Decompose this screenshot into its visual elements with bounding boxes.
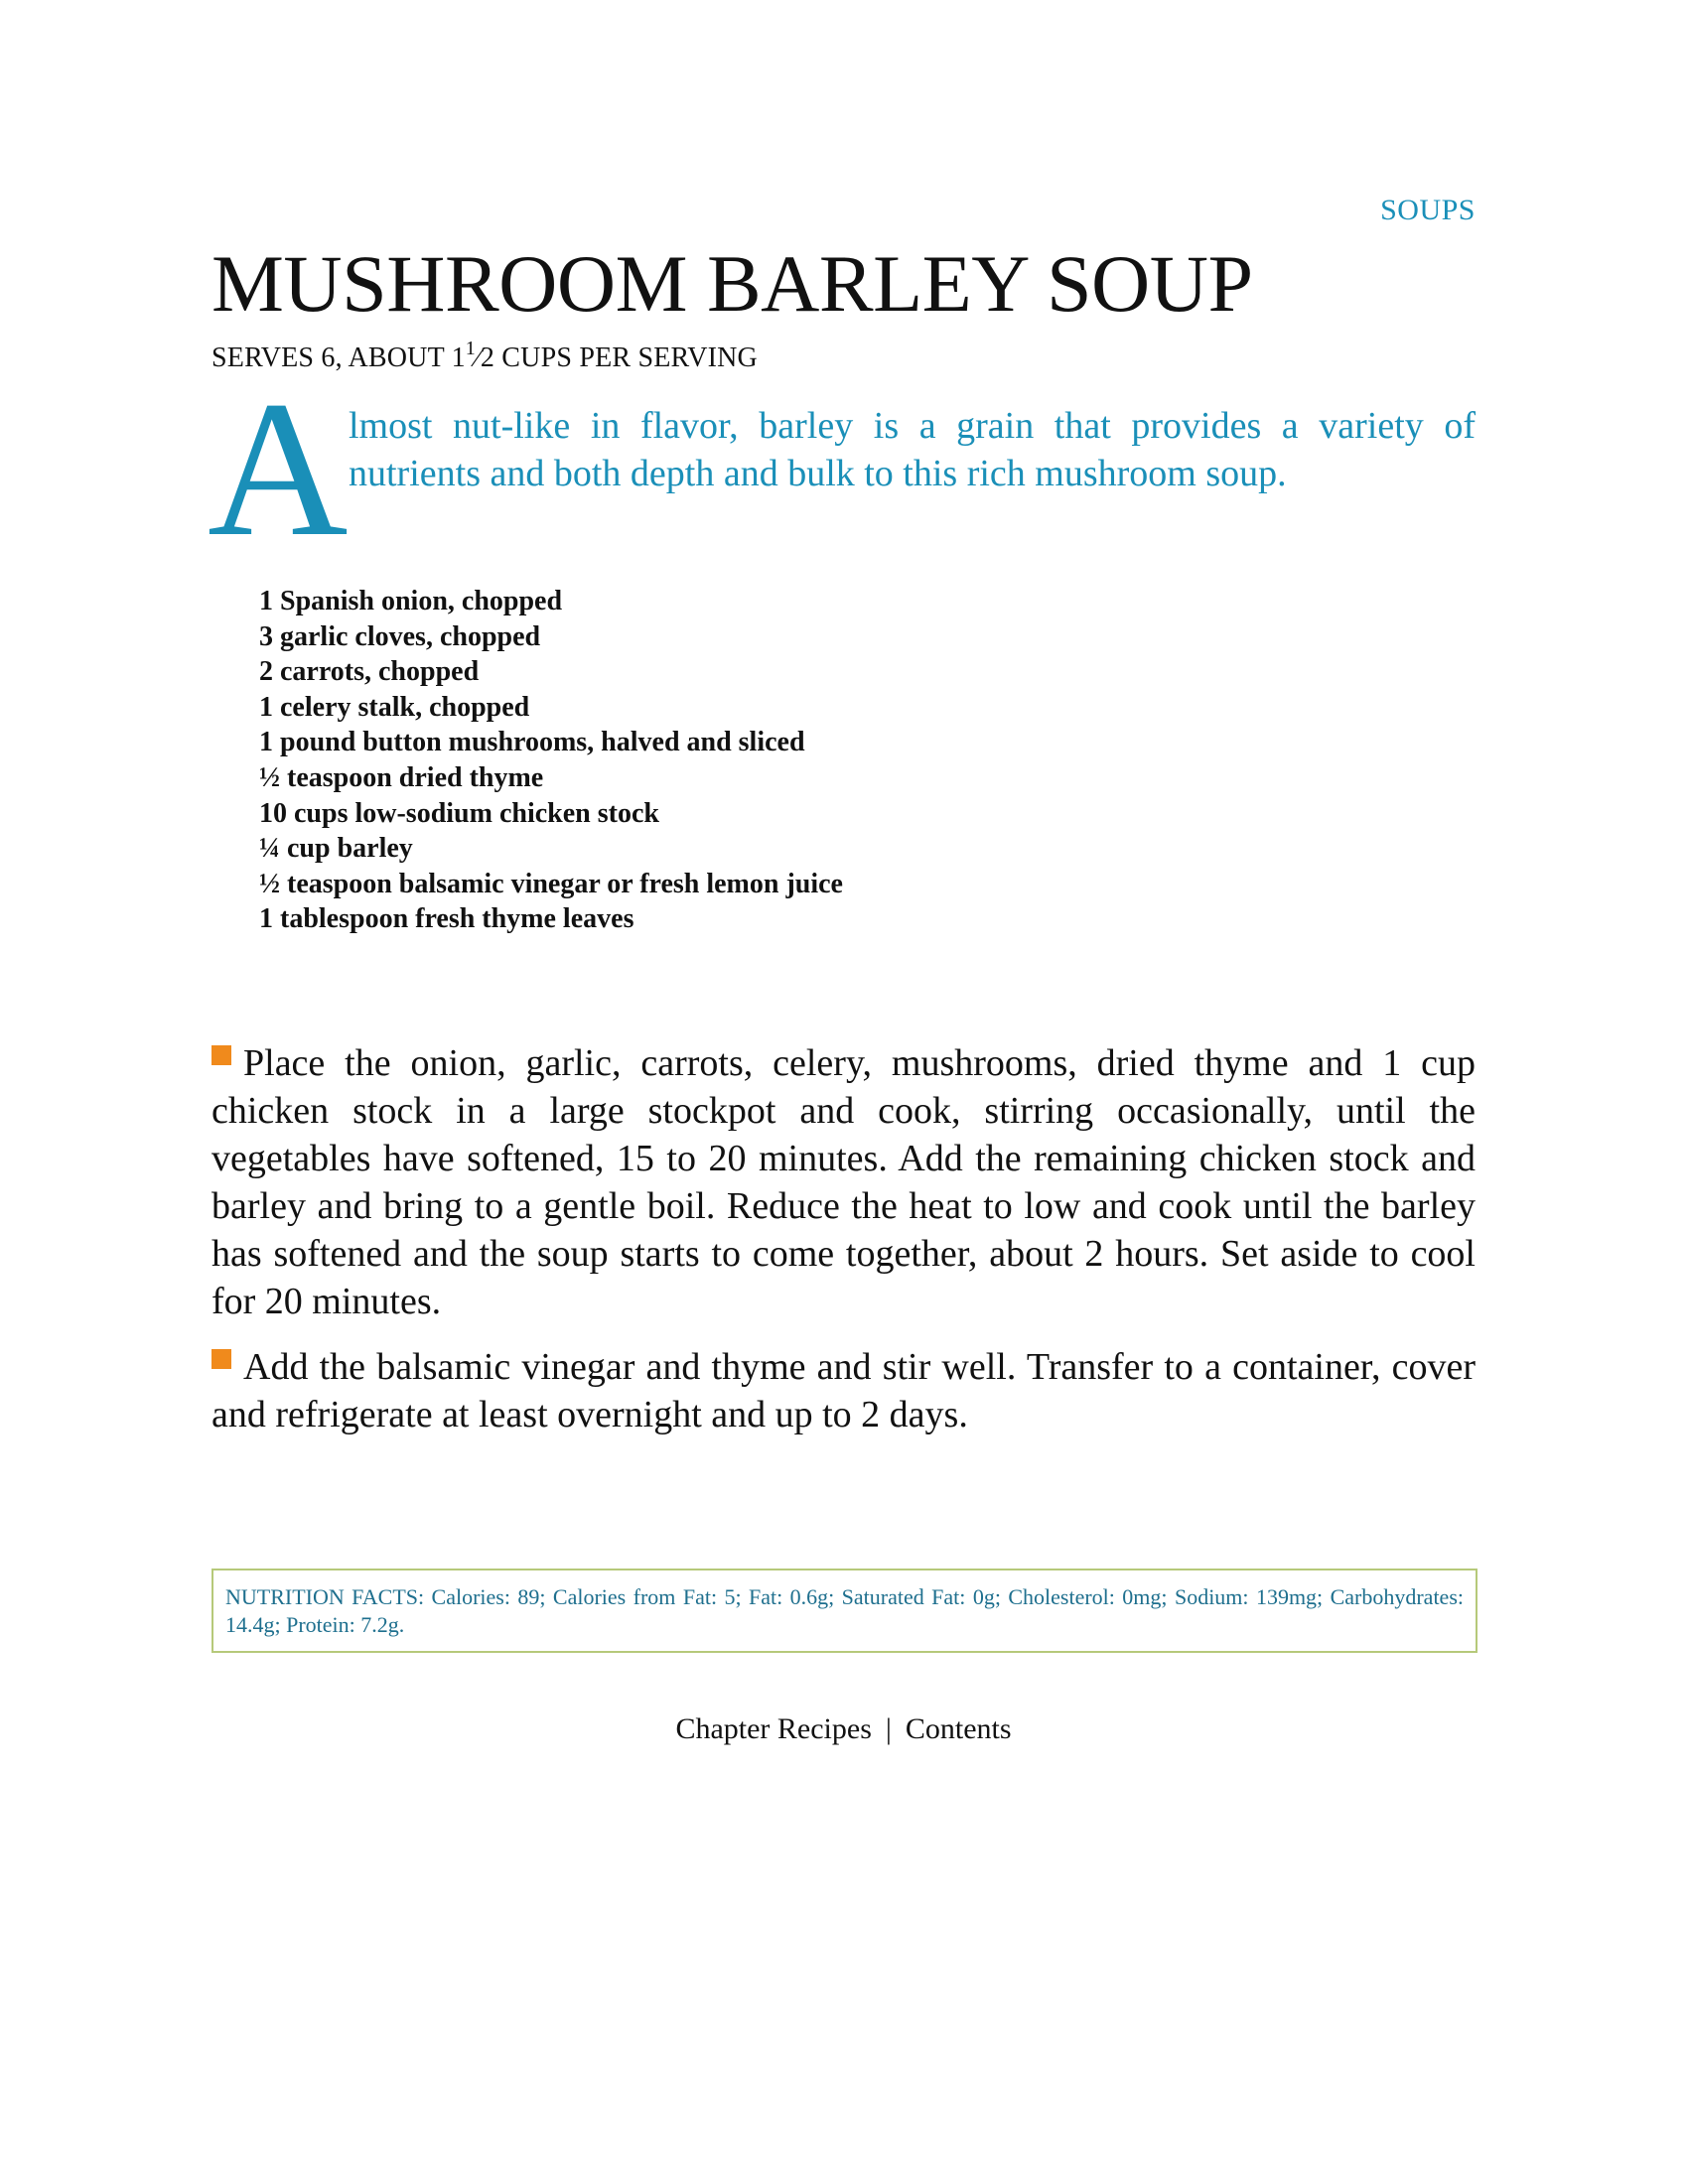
ingredient-item: 1 tablespoon fresh thyme leaves xyxy=(259,903,634,935)
servings-fraction-denominator: 2 xyxy=(480,342,495,373)
ingredient-item: ½ teaspoon dried thyme xyxy=(259,761,544,793)
method-step-text: Place the onion, garlic, carrots, celery, mushrooms, dried thyme and 1 cup chicken stock in a large stockpot and cook, stirring occasionally, until the vegetables have softened, 15 to 20 minutes. Add the remaining chicken stock and barley and bring to a gentle boil. Reduce the heat to low and cook until the barley has softened and the soup starts to come together, about 2 hours. Set aside to cool for 20 minutes. xyxy=(211,1042,1476,1322)
method-step-text: Add the balsamic vinegar and thyme and stir well. Transfer to a container, cover and refrigerate at least overnight and up to 2 days. xyxy=(211,1346,1476,1435)
ingredient-item: ½ teaspoon balsamic vinegar or fresh lemon juice xyxy=(259,868,843,899)
ingredient-item: 3 garlic cloves, chopped xyxy=(259,620,541,652)
recipe-title: MUSHROOM BARLEY SOUP xyxy=(211,238,1253,329)
servings-suffix: CUPS PER SERVING xyxy=(494,342,758,373)
ingredient-item: ¼ cup barley xyxy=(259,833,413,865)
drop-cap: A xyxy=(208,361,349,577)
orange-square-bullet-icon xyxy=(211,1045,231,1065)
nutrition-facts-box: NUTRITION FACTS: Calories: 89; Calories from Fat: 5; Fat: 0.6g; Saturated Fat: 0g; Cholesterol: 0mg; Sodium: 139mg; Carbohydrates: 14.4g; Protein: 7.2g. xyxy=(211,1569,1477,1653)
intro-paragraph xyxy=(208,361,1476,577)
method-step xyxy=(211,1039,1476,1325)
footer-navigation xyxy=(211,1712,1476,1746)
ingredient-item: 10 cups low-sodium chicken stock xyxy=(259,797,659,829)
intro-text: lmost nut-like in flavor, barley is a grain that provides a variety of nutrients and both depth and bulk to this rich mushroom soup. xyxy=(349,405,1476,494)
servings-line: SERVES 6, ABOUT $1^1⁄2$ CUPS PER SERVING xyxy=(211,338,758,373)
contents-link[interactable]: Contents xyxy=(905,1712,1012,1745)
ingredient-item: 1 pound button mushrooms, halved and sliced xyxy=(259,727,805,758)
footer-separator: | xyxy=(885,1712,892,1745)
orange-square-bullet-icon xyxy=(211,1349,231,1369)
ingredient-item: 1 Spanish onion, chopped xyxy=(259,586,563,616)
servings-prefix: SERVES 6, ABOUT 1 xyxy=(211,342,466,373)
section-label: SOUPS xyxy=(1380,194,1476,226)
ingredient-item: 1 celery stalk, chopped xyxy=(259,691,530,723)
method-step xyxy=(211,1343,1476,1438)
servings-fraction-numerator: 1 xyxy=(465,338,476,359)
method-steps xyxy=(211,1039,1476,1456)
ingredient-list xyxy=(259,584,843,937)
chapter-recipes-link[interactable]: Chapter Recipes xyxy=(675,1712,872,1745)
ingredient-item: 2 carrots, chopped xyxy=(259,656,480,688)
